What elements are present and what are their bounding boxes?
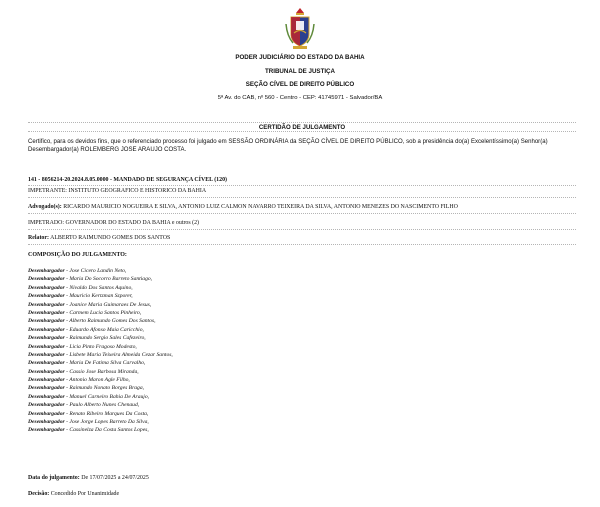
judge-item: Desembargador - Jose Cicero Landin Neto, <box>28 268 127 274</box>
judge-role: Desembargador <box>28 301 65 308</box>
process-heading: 141 - 8056214-20.2024.8.05.0000 - MANDADO DE SEGURANÇA CÍVEL (120) <box>28 177 576 186</box>
judge-role: Desembargador <box>28 293 65 300</box>
judge-name: Licia Pinto Fragoso Modesto, <box>69 343 137 350</box>
certificate-title: CERTIDÃO DE JULGAMENTO <box>28 122 576 132</box>
judge-role: Desembargador <box>28 419 65 426</box>
judge-name: Nivaldo Dos Santos Aquino, <box>69 284 133 291</box>
judge-name: Paulo Alberto Nunes Chenaud, <box>69 402 140 409</box>
judgment-date <box>28 475 149 481</box>
judge-role: Desembargador <box>28 284 65 291</box>
judge-item: Desembargador - Cassinelza Da Costa Santos Lopes, <box>28 427 149 434</box>
court-address: 5ª Av. do CAB, nº 560 - Centro - CEP: 41745971 - Salvador/BA <box>217 95 383 101</box>
judge-role: Desembargador <box>28 427 65 434</box>
relator-label: Relator: <box>28 235 49 241</box>
judge-item: Desembargador - Raimundo Sergio Sales Cafezeiro, <box>28 335 146 342</box>
judge-name: Jose Jorge Lopes Barreto Da Silva, <box>69 419 149 426</box>
judge-role: Desembargador <box>28 368 65 375</box>
judge-role: Desembargador <box>28 351 65 358</box>
judge-name: Cassinelza Da Costa Santos Lopes, <box>69 427 149 434</box>
judge-name: Mauricio Kertzman Szporer, <box>69 293 133 300</box>
judge-role: Desembargador <box>28 318 65 325</box>
judge-item: Desembargador - Antonio Maron Agle Filho, <box>28 377 130 384</box>
judge-role: Desembargador <box>28 360 65 367</box>
decision-value: Concedido Por Unanimidade <box>49 491 120 497</box>
judge-name: Joanice Maria Guimaraes De Jesus, <box>69 301 152 308</box>
judge-name: Maria De Fatima Silva Carvalho, <box>69 360 146 367</box>
advogado-row <box>28 202 576 214</box>
judge-name: Renato Ribeiro Marques Da Costa, <box>69 410 149 417</box>
judge-role: Desembargador <box>28 343 65 350</box>
impetrante-text: IMPETRANTE: INSTITUTO GEOGRAFICO E HISTORICO DA BAHIA <box>28 188 207 194</box>
judge-item: Desembargador - Lisbete Maria Teixeira Almeida Cezar Santos, <box>28 351 173 358</box>
section-name: SEÇÃO CÍVEL DE DIREITO PÚBLICO <box>245 81 355 88</box>
judge-item: Desembargador - Raimundo Nonato Borges Braga, <box>28 385 145 392</box>
judge-item: Desembargador - Licia Pinto Fragoso Modesto, <box>28 343 137 350</box>
judge-item: Desembargador - Renato Ribeiro Marques Da Costa, <box>28 410 149 417</box>
impetrado-text: IMPETRADO: GOVERNADOR DO ESTADO DA BAHIA e outros (2) <box>28 220 200 226</box>
judge-name: Jose Cicero Landin Neto, <box>69 268 127 274</box>
bahia-coat-of-arms-icon <box>283 6 317 50</box>
judge-item: Desembargador - Paulo Alberto Nunes Chenaud, <box>28 402 140 409</box>
judge-item: Desembargador - Carmem Lucia Santos Pinheiro, <box>28 309 142 316</box>
judges-list <box>28 267 173 435</box>
judge-item: Desembargador - Alberto Raimundo Gomes Dos Santos, <box>28 318 156 325</box>
decision-label: Decisão: <box>28 491 50 497</box>
judge-role: Desembargador <box>28 276 65 283</box>
judge-role: Desembargador <box>28 410 65 417</box>
judge-item: Desembargador - Jose Jorge Lopes Barreto Da Silva, <box>28 419 149 426</box>
decision <box>28 491 119 497</box>
tribunal-name: TRIBUNAL DE JUSTIÇA <box>264 68 335 75</box>
judge-item: Desembargador - Joanice Maria Guimaraes De Jesus, <box>28 301 152 308</box>
judge-name: Maria Do Socorro Barreto Santiago, <box>69 276 153 283</box>
relator-value: ALBERTO RAIMUNDO GOMES DOS SANTOS <box>48 235 171 241</box>
judge-role: Desembargador <box>28 309 65 316</box>
judge-item: Desembargador - Mauricio Kertzman Szporer, <box>28 293 133 300</box>
judge-item: Desembargador - Maria Do Socorro Barreto Santiago, <box>28 276 153 283</box>
judge-item: Desembargador - Maria De Fatima Silva Carvalho, <box>28 360 146 367</box>
judge-name: Antonio Maron Agle Filho, <box>69 377 130 384</box>
court-name: PODER JUDICIÁRIO DO ESTADO DA BAHIA <box>235 54 365 61</box>
composition-title: COMPOSIÇÃO DO JULGAMENTO: <box>28 252 127 258</box>
judge-name: Raimundo Nonato Borges Braga, <box>69 385 145 392</box>
judge-item: Desembargador - Cassio Jose Barbosa Miranda, <box>28 368 139 375</box>
judge-role: Desembargador <box>28 393 65 400</box>
judge-item: Desembargador - Manuel Carneiro Bahia De Araujo, <box>28 393 150 400</box>
advogado-label: Advogado(s): <box>28 204 62 210</box>
judgment-date-label: Data do julgamento: <box>28 475 80 481</box>
judge-name: Raimundo Sergio Sales Cafezeiro, <box>69 335 146 342</box>
judge-item: Desembargador - Nivaldo Dos Santos Aquino, <box>28 284 133 291</box>
judge-role: Desembargador <box>28 402 65 409</box>
judge-item: Desembargador - Eduardo Afonso Maia Caricchio, <box>28 326 144 333</box>
impetrado-row <box>28 218 576 230</box>
judge-role: Desembargador <box>28 268 65 274</box>
judge-role: Desembargador <box>28 385 65 392</box>
judge-name: Lisbete Maria Teixeira Almeida Cezar Santos, <box>69 351 173 358</box>
judge-name: Manuel Carneiro Bahia De Araujo, <box>69 393 150 400</box>
judge-name: Cassio Jose Barbosa Miranda, <box>69 368 139 375</box>
judge-name: Eduardo Afonso Maia Caricchio, <box>69 326 144 333</box>
advogado-value: RICARDO MAURICIO NOGUEIRA E SILVA, ANTONIO LUIZ CALMON NAVARRO TEIXEIRA DA SILVA, ANTONIO MENEZES DO NASCIMENTO FILHO <box>61 204 458 210</box>
certificate-text: Certifico, para os devidos fins, que o referenciado processo foi julgado em SESSÃO ORDINÁRIA da SEÇÃO CÍVEL DE DIREITO PÚBLICO, sob a presidência do(a) Excelentíssimo(a) Senhor(a) Desembargador(a) ROLEMBERG JOSE ARAUJO COSTA. <box>28 139 548 154</box>
judge-role: Desembargador <box>28 377 65 384</box>
impetrante-row <box>28 186 576 198</box>
judge-role: Desembargador <box>28 335 65 342</box>
judge-role: Desembargador <box>28 326 65 333</box>
judgment-date-value: De 17/07/2025 a 24/07/2025 <box>79 475 149 481</box>
judge-name: Alberto Raimundo Gomes Dos Santos, <box>69 318 156 325</box>
relator-row <box>28 233 576 245</box>
judge-name: Carmem Lucia Santos Pinheiro, <box>69 309 142 316</box>
